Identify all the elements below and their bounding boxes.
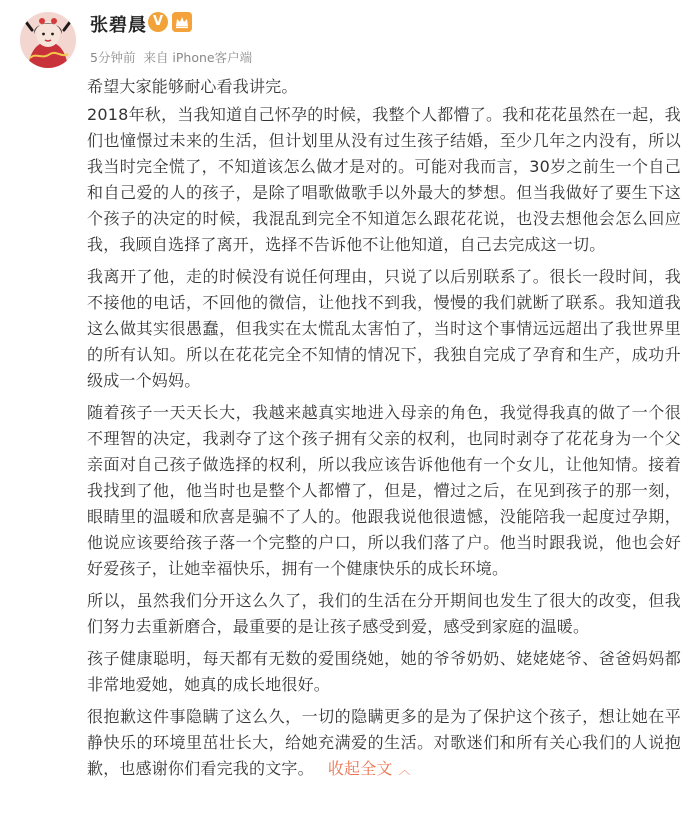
username[interactable]: 张碧晨 [90,15,147,36]
post-header [0,0,700,80]
post-body [87,74,681,789]
post-paragraph-text: 很抱歉这件事隐瞒了这么久，一切的隐瞒更多的是为了保护这个孩子，想让她在平静快乐的环境里茁壮长大，给她充满爱的生活。对歌迷们和所有关心我们的人说抱歉，也感谢你们看完我的文字。 [87,707,681,778]
post-paragraph: 所以，虽然我们分开这么久了，我们的生活在分开期间也发生了很大的改变，但我们努力去重新磨合，最重要的是让孩子感受到爱，感受到家庭的温暖。 [87,591,681,636]
post-meta [90,48,256,66]
post-paragraph: 随着孩子一天天长大，我越来越真实地进入母亲的角色，我觉得我真的做了一个很不理智的决定，我剥夺了这个孩子拥有父亲的权利，也同时剥夺了花花身为一个父亲面对自己孩子做选择的权利，所以我应该告诉他他有一个女儿，让他知情。接着我找到了他，他当时也是整个人都懵了，但是，懵过之后，在见到孩子的那一刻，眼睛里的温暖和欣喜是骗不了人的。他跟我说他很遗憾，没能陪我一起度过孕期，他说应该要给孩子落一个完整的户口，所以我们落了户。他当时跟我说，他也会好好爱孩子，让她幸福快乐，拥有一个健康快乐的成长环境。 [87,403,681,578]
verified-badge-icon: V [148,12,168,32]
post-paragraph-last [87,704,681,783]
collapse-text-link[interactable] [328,759,411,778]
vip-crown-icon [172,12,192,32]
post-paragraph: 孩子健康聪明，每天都有无数的爱围绕她，她的爷爷奶奶、姥姥姥爷、爸爸妈妈都非常地爱她，她真的成长地很好。 [87,649,681,694]
post-paragraph: 2018年秋，当我知道自己怀孕的时候，我整个人都懵了。我和花花虽然在一起，我们也憧憬过未来的生活，但计划里从没有过生孩子结婚，至少几年之内没有，所以我当时完全慌了，不知道该怎么做才是对的。可能对我而言，30岁之前生一个自己和自己爱的人的孩子，是除了唱歌做歌手以外最大的梦想。但当我做好了要生下这个孩子的决定的时候，我混乱到完全不知道怎么跟花花说，也没去想他会怎么回应我，我顾自选择了离开，选择不告诉他不让他知道，自己去完成这一切。 [87,105,681,254]
post-paragraph: 希望大家能够耐心看我讲完。 [87,77,298,96]
post-paragraph: 我离开了他，走的时候没有说任何理由，只说了以后别联系了。很长一段时间，我不接他的电话，不回他的微信，让他找不到我，慢慢的我们就断了联系。我知道我这么做其实很愚蠢，但我实在太慌乱太害怕了，当时这个事情远远超出了我世界里的所有认知。所以在花花完全不知情的情况下，我独自完成了孕育和生产，成功升级成一个妈妈。 [87,267,681,390]
post-time: 5分钟前 [90,50,136,65]
chevron-up-icon: ︿ [398,763,411,777]
avatar[interactable] [20,12,76,68]
post-source[interactable]: 来自 iPhone客户端 [143,50,253,65]
collapse-label: 收起全文 [327,759,393,778]
avatar-image [20,12,76,68]
